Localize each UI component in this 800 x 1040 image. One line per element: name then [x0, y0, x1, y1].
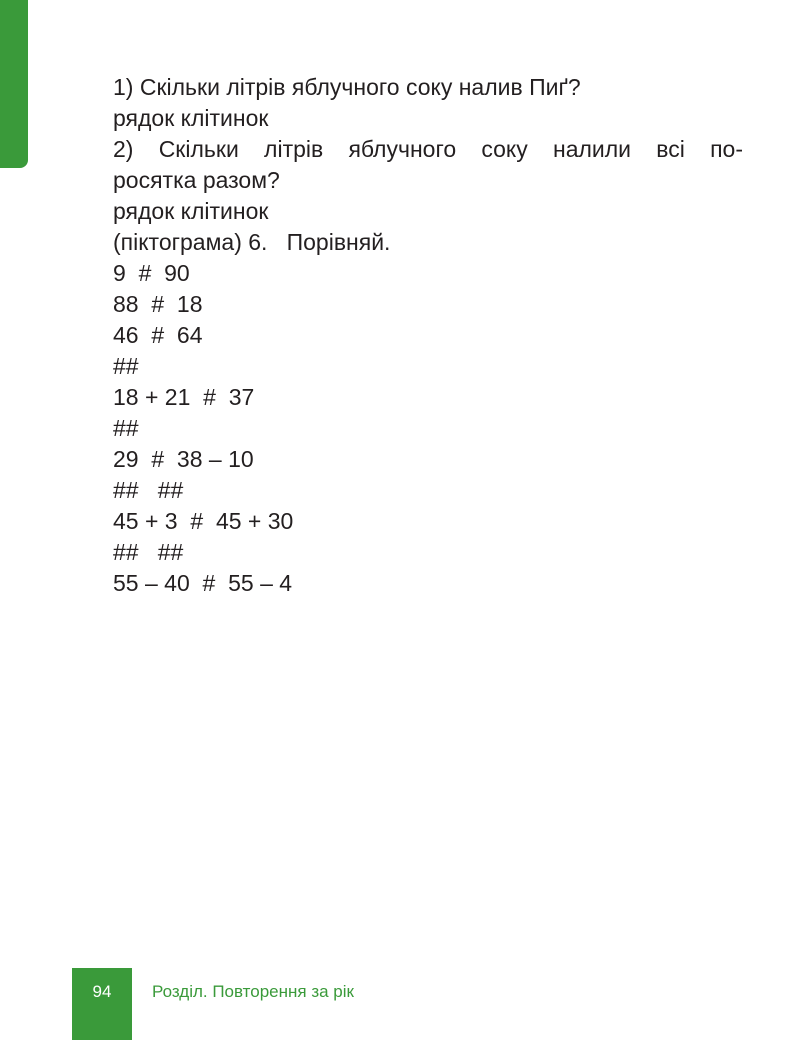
comparison-item: 55 – 40 # 55 – 4	[113, 570, 293, 596]
comparison-item: 88 # 18	[113, 291, 203, 317]
chapter-side-tab	[0, 0, 28, 168]
section-title: Розділ. Повторення за рік	[152, 982, 354, 1001]
placeholder-marks: ##	[113, 415, 139, 441]
comparison-item: 29 # 38 – 10	[113, 446, 254, 472]
placeholder-marks: ## ##	[113, 477, 184, 503]
placeholder-marks: ##	[113, 353, 139, 379]
comparison-item: 18 + 21 # 37	[113, 384, 255, 410]
question-2-line-1: 2) Скільки літрів яблучного соку налили всі по-	[113, 136, 743, 162]
exercise-content	[113, 72, 743, 599]
question-2-line-2: росятка разом?	[113, 167, 280, 193]
answer-cell-row: рядок клітинок	[113, 105, 269, 131]
page-number: 94	[72, 968, 132, 1040]
question-1: 1) Скільки літрів яблучного соку налив Пиґ?	[113, 74, 581, 100]
placeholder-marks: ## ##	[113, 539, 184, 565]
exercise-6-heading: (піктограма) 6. Порівняй.	[113, 229, 391, 255]
answer-cell-row: рядок клітинок	[113, 198, 269, 224]
comparison-item: 46 # 64	[113, 322, 203, 348]
comparison-item: 9 # 90	[113, 260, 190, 286]
comparison-item: 45 + 3 # 45 + 30	[113, 508, 294, 534]
